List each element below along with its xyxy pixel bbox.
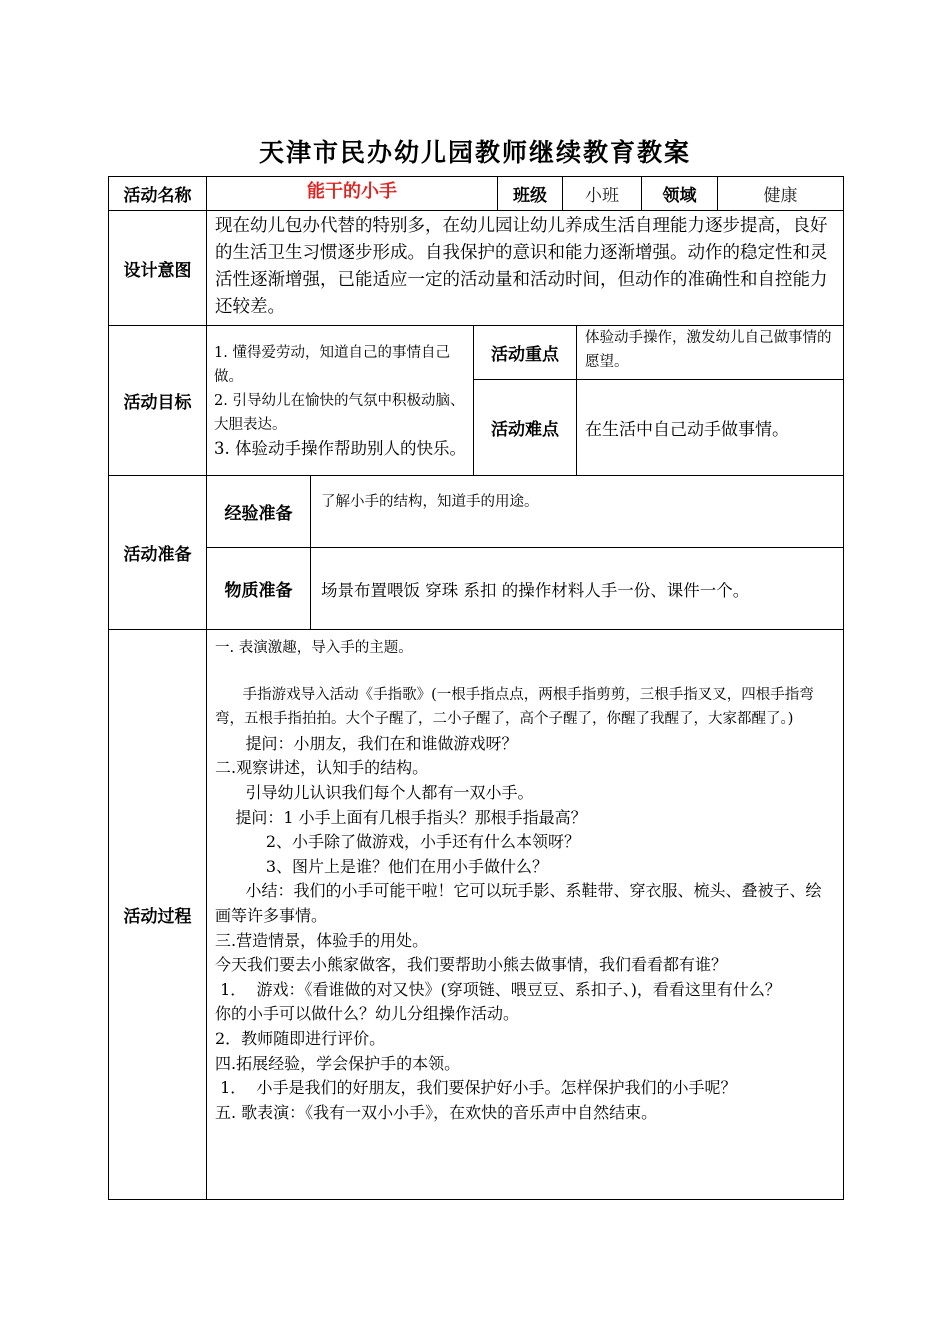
class-label: 班级 xyxy=(498,177,563,211)
activity-name-value: 能干的小手 xyxy=(207,177,498,211)
material-text: 场景布置喂饭 穿珠 系扣 的操作材料人手一份、课件一个。 xyxy=(311,548,844,630)
process-line: 三.营造情景，体验手的用处。 xyxy=(215,930,429,950)
process-line: 3、图片上是谁？他们在用小手做什么？ xyxy=(215,856,549,876)
difficulty-label: 活动难点 xyxy=(474,380,577,476)
material-label: 物质准备 xyxy=(207,548,311,630)
activity-name-label: 活动名称 xyxy=(109,177,207,211)
process-line: 2、小手除了做游戏，小手还有什么本领呀？ xyxy=(215,832,581,852)
process-line: 提问：小朋友，我们在和谁做游戏呀？ xyxy=(215,733,518,753)
process-line: 1． 游戏：《看谁做的对又快》(穿项链、喂豆豆、系扣子、)，看看这里有什么？ xyxy=(215,979,781,999)
key-point-label: 活动重点 xyxy=(474,326,577,380)
experience-text: 了解小手的结构，知道手的用途。 xyxy=(311,476,844,548)
lesson-plan-table xyxy=(108,176,844,1200)
process-line: 1． 小手是我们的好朋友，我们要保护好小手。怎样保护我们的小手呢？ xyxy=(215,1078,737,1098)
process-line: 引导幼儿认识我们每个人都有一双小手。 xyxy=(215,782,534,802)
experience-label: 经验准备 xyxy=(207,476,311,548)
process-line: 一. 表演激趣，导入手的主题。 xyxy=(215,640,413,656)
goals-label: 活动目标 xyxy=(109,326,207,476)
row-prep-material xyxy=(109,548,844,630)
row-process xyxy=(109,630,844,1200)
domain-value: 健康 xyxy=(718,177,844,211)
row-goals-top xyxy=(109,326,844,380)
design-intent-label: 设计意图 xyxy=(109,211,207,326)
domain-label: 领域 xyxy=(642,177,718,211)
goal-item-2: 2. 引导幼儿在愉快的气氛中积极动脑、大胆表达。 xyxy=(214,392,465,433)
process-line: 小结：我们的小手可能干啦！它可以玩手影、系鞋带、穿衣服、梳头、叠被子、绘画等许多事情。 xyxy=(215,881,822,925)
row-activity-name xyxy=(109,177,844,211)
goals-list xyxy=(207,326,474,476)
class-value: 小班 xyxy=(563,177,642,211)
difficulty-text: 在生活中自己动手做事情。 xyxy=(577,380,844,476)
page-title: 天津市民办幼儿园教师继续教育教案 xyxy=(258,138,691,167)
process-line: 手指游戏导入活动《手指歌》(一根手指点点，两根手指剪剪，三根手指叉叉，四根手指弯弯，五根手指拍拍。大个子醒了，二小子醒了，高个子醒了，你醒了我醒了，大家都醒了。) xyxy=(215,686,814,728)
process-line: 五. 歌表演：《我有一双小小手》，在欢快的音乐声中自然结束。 xyxy=(215,1102,658,1122)
process-line: 四.拓展经验，学会保护手的本领。 xyxy=(215,1053,461,1073)
process-content xyxy=(207,630,844,1200)
process-line: 提问：1 小手上面有几根手指头？那根手指最高？ xyxy=(215,807,587,827)
row-prep-experience xyxy=(109,476,844,548)
process-line: 今天我们要去小熊家做客，我们要帮助小熊去做事情，我们看看都有谁？ xyxy=(215,955,728,975)
process-label: 活动过程 xyxy=(109,630,207,1200)
prep-label: 活动准备 xyxy=(109,476,207,630)
process-line: 2．教师随即进行评价。 xyxy=(215,1028,386,1048)
key-point-text: 体验动手操作，激发幼儿自己做事情的愿望。 xyxy=(577,326,844,380)
design-intent-text: 现在幼儿包办代替的特别多，在幼儿园让幼儿养成生活自理能力逐步提高，良好的生活卫生习惯逐步形成。自我保护的意识和能力逐渐增强。动作的稳定性和灵活性逐渐增强，已能适应一定的活动量和活动时间，但动作的准确性和自控能力还较差。 xyxy=(207,211,844,326)
goal-item-3: 3. 体验动手操作帮助别人的快乐。 xyxy=(214,438,466,458)
process-line: 二.观察讲述，认知手的结构。 xyxy=(215,758,429,778)
row-design-intent xyxy=(109,211,844,326)
goal-item-1: 1. 懂得爱劳动，知道自己的事情自己做。 xyxy=(214,344,450,385)
process-line: 你的小手可以做什么？幼儿分组操作活动。 xyxy=(215,1004,520,1024)
